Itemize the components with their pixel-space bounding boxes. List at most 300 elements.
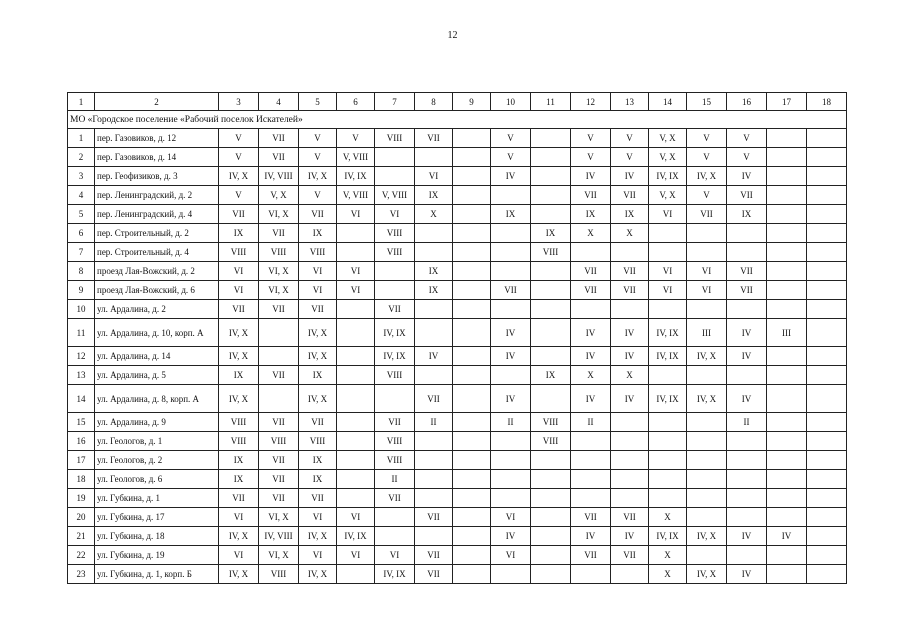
table-cell: IV, X (299, 565, 337, 584)
column-number-cell: 7 (375, 93, 415, 111)
table-cell (807, 489, 847, 508)
table-cell: IV, IX (649, 385, 687, 413)
address-cell: ул. Геологов, д. 2 (95, 451, 219, 470)
table-cell: VIII (259, 565, 299, 584)
table-cell: V, VIII (337, 186, 375, 205)
section-title: МО «Городское поселение «Рабочий поселок Искателей» (68, 111, 847, 129)
column-number-cell: 10 (491, 93, 531, 111)
table-cell: IX (219, 366, 259, 385)
table-row (68, 385, 847, 413)
column-number-cell: 15 (687, 93, 727, 111)
address-cell: пер. Строительный, д. 2 (95, 224, 219, 243)
table-cell (415, 489, 453, 508)
table-cell: IX (571, 205, 611, 224)
table-cell: VI (687, 281, 727, 300)
table-row (68, 148, 847, 167)
table-cell (531, 167, 571, 186)
table-cell (259, 347, 299, 366)
column-number-cell: 9 (453, 93, 491, 111)
table-cell: IV, IX (649, 527, 687, 546)
table-cell: IX (415, 186, 453, 205)
table-cell (531, 451, 571, 470)
table-cell: IV (491, 385, 531, 413)
table-cell: X (611, 224, 649, 243)
table-cell (649, 243, 687, 262)
table-cell (415, 432, 453, 451)
address-cell: пер. Строительный, д. 4 (95, 243, 219, 262)
table-row (68, 300, 847, 319)
table-cell (687, 413, 727, 432)
table-cell (767, 129, 807, 148)
table-cell (491, 224, 531, 243)
table-cell: VI (299, 281, 337, 300)
table-cell: IV (611, 385, 649, 413)
table-cell: IV, X (687, 347, 727, 366)
row-number: 5 (68, 205, 95, 224)
table-cell (337, 243, 375, 262)
table-row (68, 508, 847, 527)
column-number-cell: 17 (767, 93, 807, 111)
table-row (68, 432, 847, 451)
row-number: 2 (68, 148, 95, 167)
table-cell (571, 300, 611, 319)
address-cell: ул. Ардалина, д. 8, корп. А (95, 385, 219, 413)
table-cell: VI (299, 262, 337, 281)
table-cell: V (299, 148, 337, 167)
table-cell (531, 129, 571, 148)
table-cell (491, 489, 531, 508)
address-cell: проезд Лая-Вожский, д. 6 (95, 281, 219, 300)
table-cell: VII (375, 489, 415, 508)
table-cell (767, 546, 807, 565)
table-cell: VII (571, 281, 611, 300)
table-cell: VIII (375, 129, 415, 148)
table-cell: VII (727, 262, 767, 281)
table-cell: VIII (219, 432, 259, 451)
table-cell: IV (727, 565, 767, 584)
table-cell (767, 224, 807, 243)
table-row (68, 347, 847, 366)
table-cell: VII (415, 565, 453, 584)
table-row (68, 243, 847, 262)
table-cell (491, 243, 531, 262)
table-cell: IX (531, 366, 571, 385)
table-cell: X (649, 508, 687, 527)
column-number-cell: 1 (68, 93, 95, 111)
table-cell (453, 300, 491, 319)
table-cell: II (415, 413, 453, 432)
table-cell (687, 432, 727, 451)
section-row (68, 111, 847, 129)
table-cell (571, 451, 611, 470)
table-cell: IV (571, 347, 611, 366)
table-cell: IV (611, 319, 649, 347)
table-cell: IX (415, 262, 453, 281)
table-cell (375, 385, 415, 413)
table-cell (767, 300, 807, 319)
row-number: 17 (68, 451, 95, 470)
address-cell: ул. Губкина, д. 17 (95, 508, 219, 527)
table-cell (531, 148, 571, 167)
table-cell (807, 243, 847, 262)
table-cell: V (727, 148, 767, 167)
table-cell: X (649, 546, 687, 565)
table-cell: V (219, 148, 259, 167)
table-cell (649, 451, 687, 470)
table-cell: IV (767, 527, 807, 546)
table-cell: IV, X (299, 319, 337, 347)
table-cell: VII (259, 413, 299, 432)
table-cell (767, 565, 807, 584)
table-cell: IV, X (219, 167, 259, 186)
table-cell: V (491, 129, 531, 148)
row-number: 15 (68, 413, 95, 432)
table-cell: IX (299, 224, 337, 243)
table-cell (767, 243, 807, 262)
table-cell: IV (727, 167, 767, 186)
table-cell (453, 413, 491, 432)
table-cell (453, 243, 491, 262)
table-cell (571, 470, 611, 489)
row-number: 21 (68, 527, 95, 546)
table-cell (337, 319, 375, 347)
table-cell (807, 129, 847, 148)
address-cell: проезд Лая-Вожский, д. 2 (95, 262, 219, 281)
table-cell (807, 527, 847, 546)
table-row (68, 167, 847, 186)
table-cell (531, 205, 571, 224)
table-cell: VII (259, 470, 299, 489)
table-cell (687, 243, 727, 262)
row-number: 9 (68, 281, 95, 300)
table-cell: VII (375, 300, 415, 319)
column-number-cell: 4 (259, 93, 299, 111)
table-cell: VIII (375, 451, 415, 470)
table-cell (375, 527, 415, 546)
table-cell: IV, X (219, 347, 259, 366)
table-cell: VII (259, 300, 299, 319)
table-cell: VII (611, 281, 649, 300)
table-cell (687, 489, 727, 508)
table-cell (767, 148, 807, 167)
table-cell: VII (727, 186, 767, 205)
column-number-row (68, 93, 847, 111)
table-cell (767, 489, 807, 508)
table-cell: IV (727, 385, 767, 413)
table-cell (767, 205, 807, 224)
table-cell: VI (219, 262, 259, 281)
table-cell: VI (299, 508, 337, 527)
table-cell (453, 281, 491, 300)
table-cell (807, 319, 847, 347)
row-number: 8 (68, 262, 95, 281)
table-cell: IV, X (299, 527, 337, 546)
table-cell: IX (299, 366, 337, 385)
table-row (68, 366, 847, 385)
table-cell: VI (299, 546, 337, 565)
table-cell: IV, X (219, 527, 259, 546)
table-cell (571, 243, 611, 262)
table-cell (807, 186, 847, 205)
table-cell (807, 546, 847, 565)
column-number-cell: 18 (807, 93, 847, 111)
table-cell: VII (259, 129, 299, 148)
table-cell: X (571, 224, 611, 243)
table-cell: IV (571, 167, 611, 186)
column-number-cell: 11 (531, 93, 571, 111)
table-cell: VII (611, 186, 649, 205)
table-row (68, 205, 847, 224)
table-cell: VII (611, 546, 649, 565)
table-cell (453, 148, 491, 167)
column-number-cell: 6 (337, 93, 375, 111)
table-cell (337, 300, 375, 319)
table-cell: VII (571, 186, 611, 205)
table-row (68, 262, 847, 281)
table-cell (611, 243, 649, 262)
table-cell (687, 470, 727, 489)
table-cell: IV, X (687, 565, 727, 584)
table-cell (453, 129, 491, 148)
table-cell (375, 262, 415, 281)
row-number: 3 (68, 167, 95, 186)
table-row (68, 224, 847, 243)
table-cell (687, 300, 727, 319)
table-cell (611, 451, 649, 470)
row-number: 6 (68, 224, 95, 243)
table-cell (767, 262, 807, 281)
table-cell (767, 451, 807, 470)
table-cell: X (611, 366, 649, 385)
address-cell: ул. Ардалина, д. 2 (95, 300, 219, 319)
table-cell (807, 413, 847, 432)
table-cell (767, 385, 807, 413)
table-cell (611, 565, 649, 584)
table-cell: IV, IX (649, 167, 687, 186)
table-cell: V (299, 186, 337, 205)
table-cell: II (491, 413, 531, 432)
table-cell: IV (611, 527, 649, 546)
table-cell: VIII (299, 243, 337, 262)
table-cell: VIII (299, 432, 337, 451)
table-cell (415, 224, 453, 243)
table-cell: VIII (259, 432, 299, 451)
table-row (68, 281, 847, 300)
table-cell (649, 470, 687, 489)
table-row (68, 413, 847, 432)
table-cell (687, 546, 727, 565)
column-number-cell: 12 (571, 93, 611, 111)
table-cell: IV (727, 527, 767, 546)
table-cell: IV, X (687, 167, 727, 186)
table-cell: V, VIII (337, 148, 375, 167)
address-cell: ул. Ардалина, д. 9 (95, 413, 219, 432)
table-cell: VII (299, 413, 337, 432)
table-cell: VII (259, 148, 299, 167)
table-cell: IV (571, 319, 611, 347)
address-cell: ул. Губкина, д. 18 (95, 527, 219, 546)
table-cell: X (649, 565, 687, 584)
table-cell: VI (649, 262, 687, 281)
table-cell (531, 508, 571, 527)
table-cell: IV, X (299, 167, 337, 186)
table-cell (727, 432, 767, 451)
address-cell: пер. Газовиков, д. 14 (95, 148, 219, 167)
table-cell: VI, X (259, 508, 299, 527)
table-cell: VII (299, 300, 337, 319)
table-cell (531, 347, 571, 366)
table-cell (687, 224, 727, 243)
table-cell: V, X (259, 186, 299, 205)
column-number-cell: 5 (299, 93, 337, 111)
table-cell (767, 366, 807, 385)
table-cell (727, 451, 767, 470)
table-cell (415, 300, 453, 319)
table-cell: VIII (219, 243, 259, 262)
table-cell (807, 565, 847, 584)
table-cell (453, 470, 491, 489)
table-cell: VII (611, 262, 649, 281)
table-cell: VIII (531, 413, 571, 432)
table-cell: IV (491, 527, 531, 546)
table-cell: V, X (649, 129, 687, 148)
table-row (68, 319, 847, 347)
address-cell: ул. Губкина, д. 19 (95, 546, 219, 565)
table-cell (491, 470, 531, 489)
table-cell: V (687, 186, 727, 205)
table-cell (611, 489, 649, 508)
row-number: 11 (68, 319, 95, 347)
table-cell (767, 413, 807, 432)
table-cell: IX (219, 224, 259, 243)
table-cell: VI (337, 546, 375, 565)
table-cell: VIII (219, 413, 259, 432)
table-cell (259, 319, 299, 347)
table-cell: X (415, 205, 453, 224)
table-cell (807, 432, 847, 451)
table-cell (337, 366, 375, 385)
table-cell: V (687, 129, 727, 148)
table-cell: VIII (375, 366, 415, 385)
table-cell: VI (415, 167, 453, 186)
row-number: 4 (68, 186, 95, 205)
table-cell (491, 565, 531, 584)
table-cell (415, 451, 453, 470)
table-cell: VI (375, 546, 415, 565)
table-cell: VI, X (259, 205, 299, 224)
table-cell: VIII (375, 243, 415, 262)
table-cell (337, 385, 375, 413)
column-number-cell: 14 (649, 93, 687, 111)
table-cell: III (687, 319, 727, 347)
table-cell: VII (299, 489, 337, 508)
table-cell (415, 470, 453, 489)
table-cell: IX (299, 451, 337, 470)
address-cell: пер. Геофизиков, д. 3 (95, 167, 219, 186)
table-cell: VI (375, 205, 415, 224)
table-cell: IV (571, 385, 611, 413)
table-cell (531, 565, 571, 584)
table-row (68, 527, 847, 546)
table-cell: VII (219, 489, 259, 508)
table-cell: VI (649, 205, 687, 224)
row-number: 20 (68, 508, 95, 527)
table-cell: V (491, 148, 531, 167)
table-cell: VI (337, 281, 375, 300)
table-cell (375, 167, 415, 186)
table-cell: VI (337, 262, 375, 281)
table-row (68, 546, 847, 565)
table-cell: IV (727, 347, 767, 366)
table-cell (453, 366, 491, 385)
table-cell (767, 508, 807, 527)
table-cell: VI (337, 508, 375, 527)
table-cell: IX (611, 205, 649, 224)
table-cell: IV, X (299, 385, 337, 413)
table-cell (649, 413, 687, 432)
table-cell (767, 432, 807, 451)
table-cell (687, 366, 727, 385)
table-cell: VI (219, 281, 259, 300)
row-number: 1 (68, 129, 95, 148)
table-cell: V (727, 129, 767, 148)
table-cell (453, 489, 491, 508)
table-cell: IV, VIII (259, 527, 299, 546)
table-cell: VII (259, 366, 299, 385)
table-cell (375, 508, 415, 527)
table-cell: V (571, 148, 611, 167)
address-cell: пер. Ленинградский, д. 4 (95, 205, 219, 224)
table-cell (531, 186, 571, 205)
table-cell: VI (337, 205, 375, 224)
table-cell: V (571, 129, 611, 148)
table-cell (259, 385, 299, 413)
table-cell: IV, IX (337, 527, 375, 546)
table-cell (453, 508, 491, 527)
table-cell (453, 451, 491, 470)
table-cell: V (219, 186, 259, 205)
table-cell (807, 366, 847, 385)
table-cell: II (727, 413, 767, 432)
table-cell: VIII (375, 224, 415, 243)
table-cell (375, 281, 415, 300)
table-cell: VI (687, 262, 727, 281)
column-number-cell: 13 (611, 93, 649, 111)
row-number: 18 (68, 470, 95, 489)
table-cell (337, 565, 375, 584)
table-cell (807, 451, 847, 470)
page-number: 12 (447, 30, 458, 41)
table-row (68, 470, 847, 489)
table-cell (337, 451, 375, 470)
table-row (68, 565, 847, 584)
table-cell (727, 224, 767, 243)
table-cell: V (337, 129, 375, 148)
table-cell (649, 432, 687, 451)
table-cell (611, 432, 649, 451)
table-cell (453, 167, 491, 186)
table-cell (807, 508, 847, 527)
table-cell: VI (219, 546, 259, 565)
table-cell (415, 243, 453, 262)
address-cell: ул. Ардалина, д. 14 (95, 347, 219, 366)
table-cell (571, 565, 611, 584)
table-cell (807, 262, 847, 281)
table-cell: VII (611, 508, 649, 527)
table-cell: VIII (531, 432, 571, 451)
table-cell (727, 300, 767, 319)
table-cell: IV (491, 347, 531, 366)
